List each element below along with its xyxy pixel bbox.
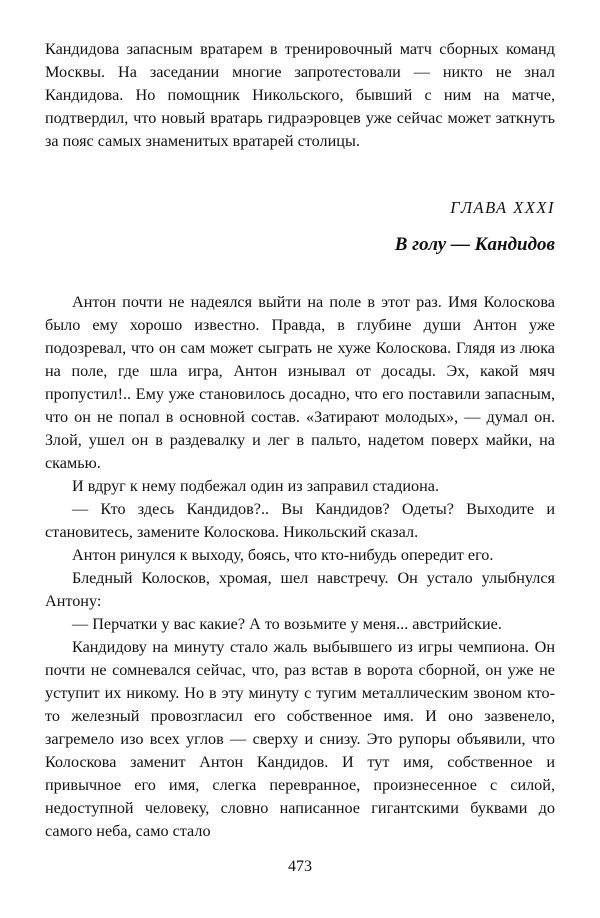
body-paragraph-3: — Кто здесь Кандидов?.. Вы Кандидов? Одеты? Выходите и становитесь, замените Колоскова. Никольский сказал.: [45, 500, 555, 541]
chapter-label: ГЛАВА XXXI: [450, 198, 555, 217]
page-number: 473: [288, 858, 312, 875]
body-paragraph-1: Антон почти не надеялся выйти на поле в этот раз. Имя Колоскова было ему хорошо известно. Правда, в глубине души Антон уже подозревал, что он сам может сыграть не хуже Колоскова. Глядя из люка на поле, где шла игра, Антон изнывал от досады. Эх, какой мяч пропустил!.. Ему уже становилось досадно, что его поставили запасным, что он не попал в основной состав. «Затирают молодых», — думал он. Злой, ушел он в раздевалку и лег в пальто, надетом поверх майки, на скамью.: [45, 293, 555, 472]
body-paragraph-6: — Перчатки у вас какие? А то возьмите у меня... австрийские.: [72, 615, 502, 633]
body-paragraph-7: Кандидову на минуту стало жаль выбывшего из игры чемпиона. Он почти не сомневался сейчас, что, раз встав в ворота сборной, он уже не уступит их никому. Но в эту минуту с тугим металлическим звоном кто-то железный провозгласил его собственное имя. И оно зазвенело, загремело изо всех углов — сверху и снизу. Это рупоры объявили, что Колоскова заменит Антон Кандидов. И тут имя, собственное и привычное его имя, слегка перевранное, произнесенное с силой, недоступной человеку, словно написанное гигантскими буквами до самого неба, само стало: [45, 638, 555, 840]
intro-paragraph: Кандидова запасным вратарем в тренировочный матч сборных команд Москвы. На заседании многие запротестовали — никто не знал Кандидова. Но помощник Никольского, бывший с ним на матче, подтвердил, что новый вратарь гидраэровцев уже сейчас может заткнуть за пояс самых знаменитых вратарей столицы.: [45, 40, 555, 150]
body-paragraph-2: И вдруг к нему подбежал один из заправил стадиона.: [72, 477, 439, 495]
body-paragraph-5: Бледный Колосков, хромая, шел навстречу. Он устало улыбнулся Антону:: [45, 569, 555, 610]
chapter-title: В голу — Кандидов: [394, 234, 555, 255]
spacer: [45, 153, 555, 197]
spacer: [45, 257, 555, 291]
page-body: [45, 38, 555, 843]
spacer: [45, 219, 555, 233]
body-paragraph-4: Антон ринулся к выходу, боясь, что кто-нибудь опередит его.: [72, 546, 494, 564]
